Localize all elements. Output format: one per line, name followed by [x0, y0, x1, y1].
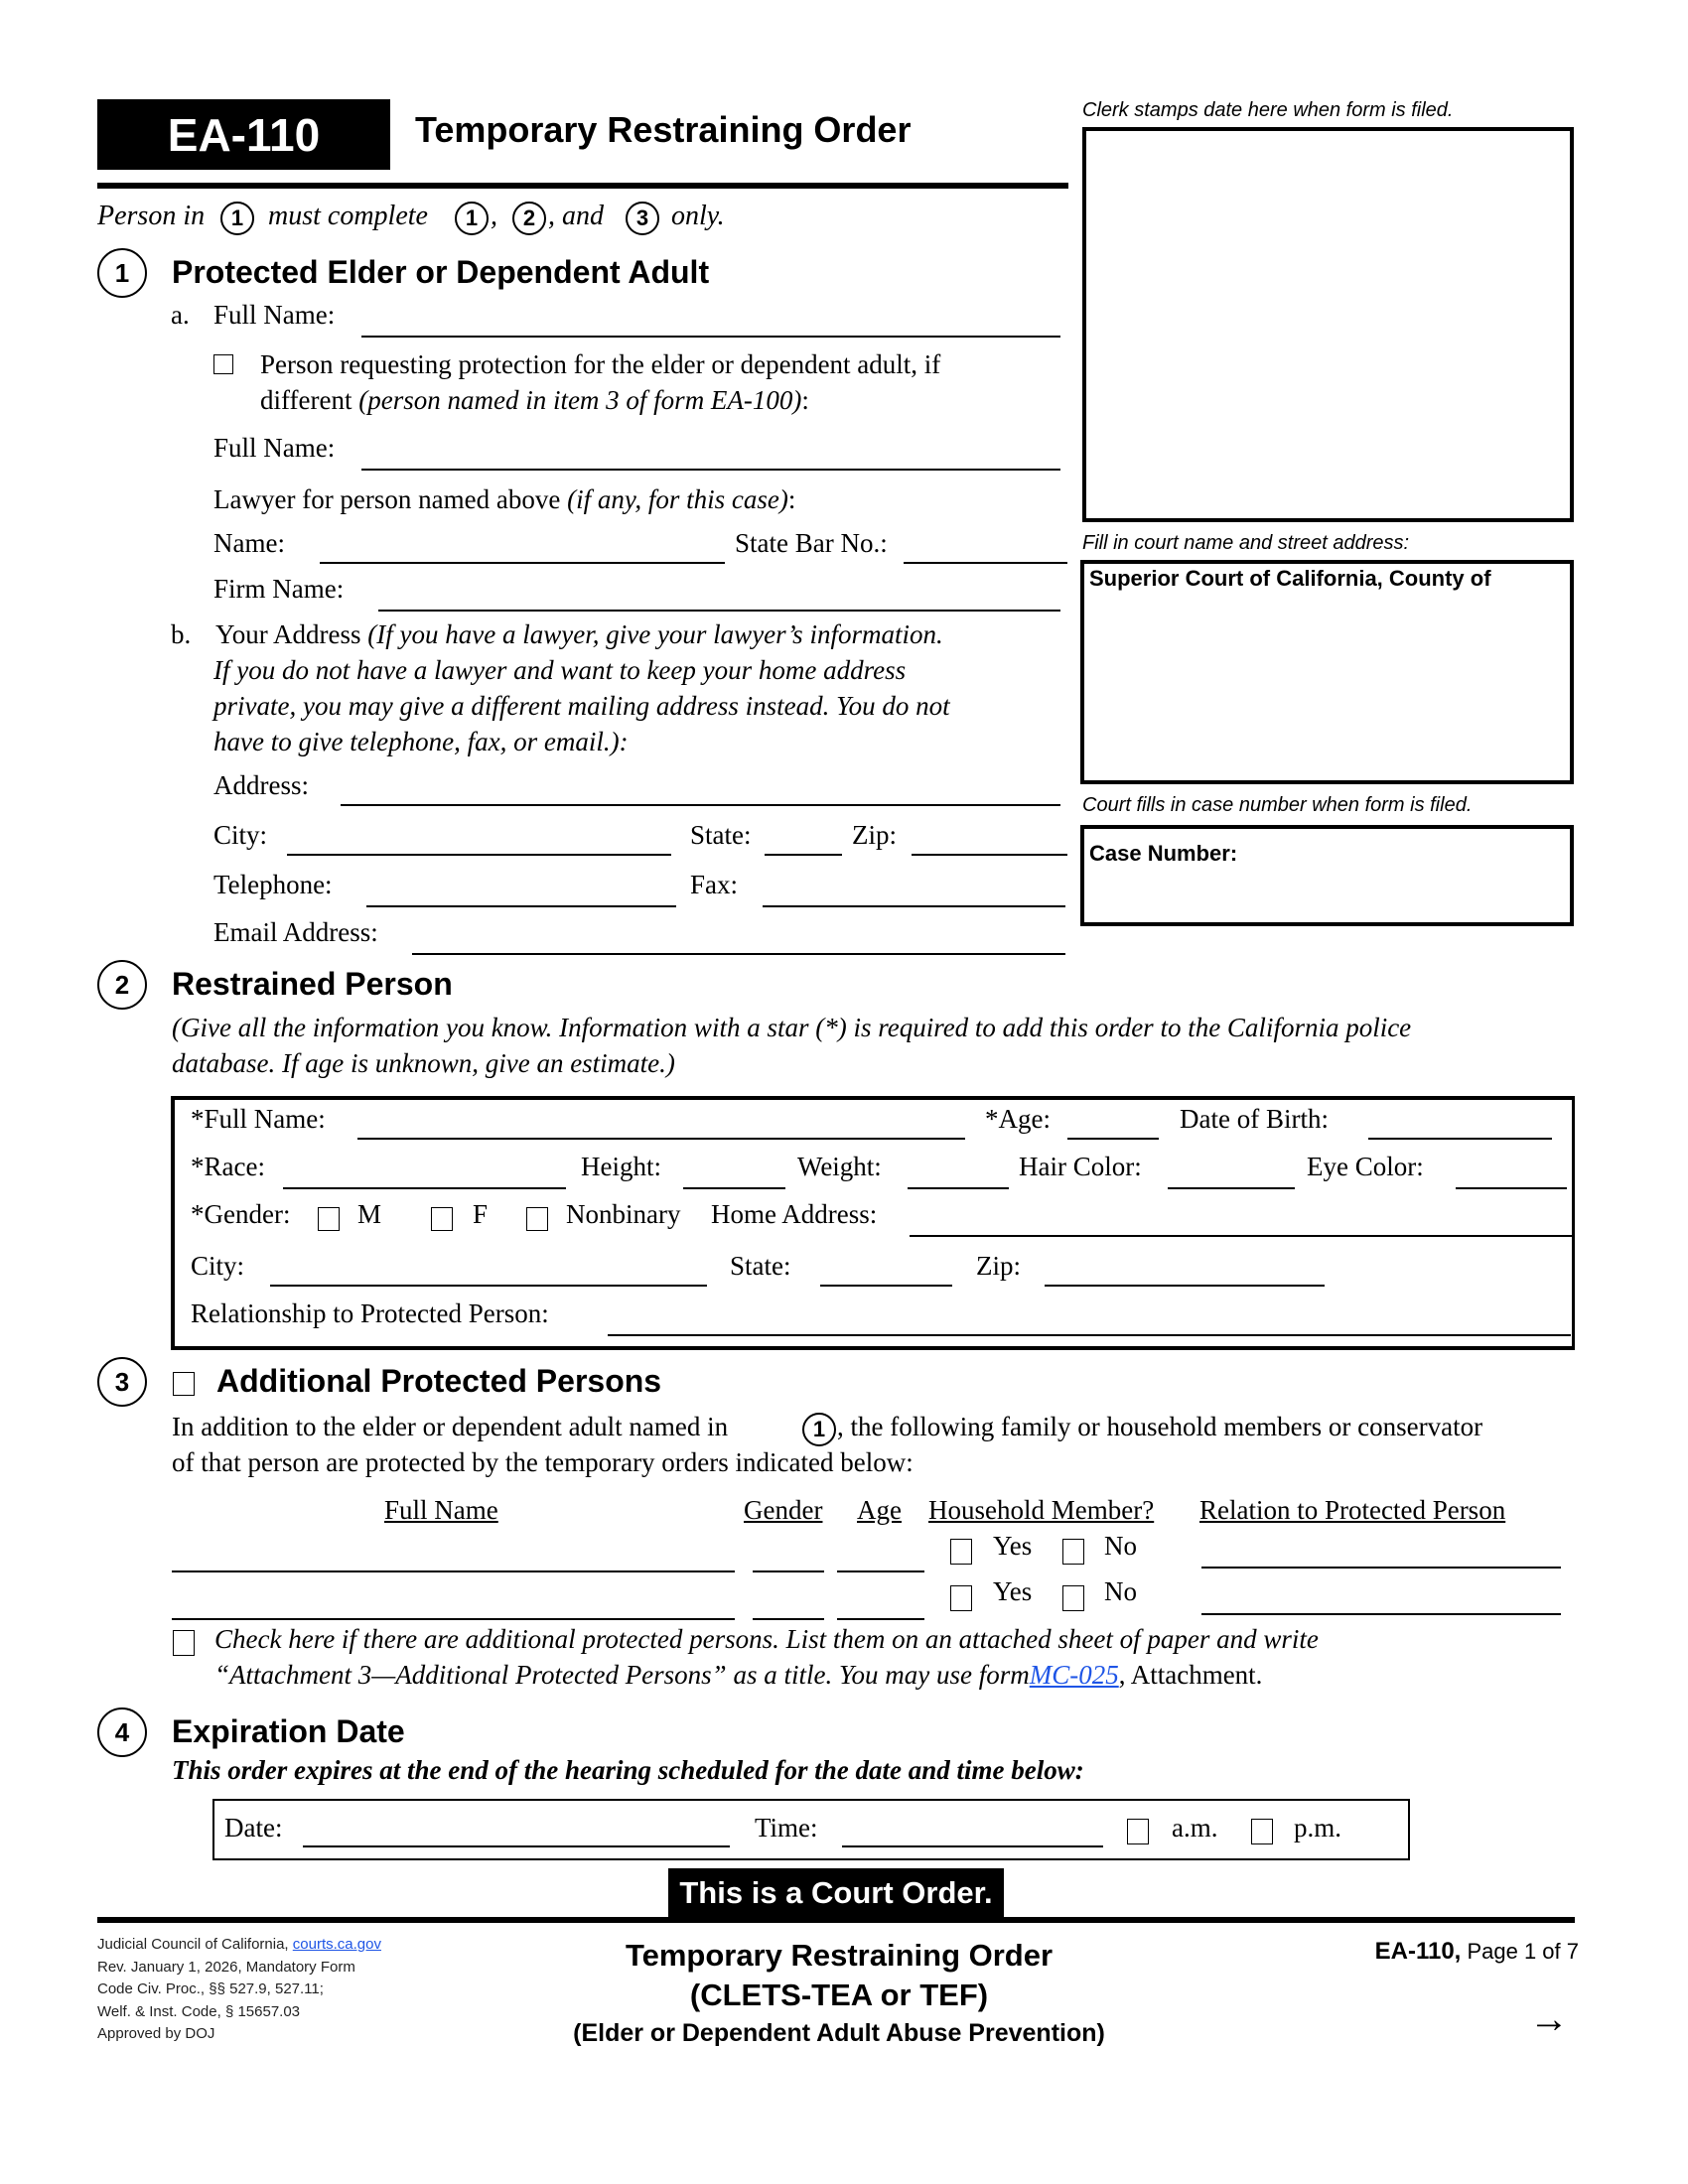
page-title: Temporary Restraining Order	[415, 109, 912, 150]
courts-link[interactable]: courts.ca.gov	[292, 1936, 381, 1953]
rp-race-label: *Race:	[191, 1152, 265, 1181]
section-2-title: Restrained Person	[172, 966, 453, 1002]
attachment-text-2: “Attachment 3—Additional Protected Persons” as a title. You may use formMC-025, Attachment.	[214, 1660, 1263, 1690]
item-a-letter: a.	[171, 300, 190, 330]
city-label: City:	[213, 820, 268, 850]
section-1-title: Protected Elder or Dependent Adult	[172, 254, 710, 290]
requester-full-name-field[interactable]	[361, 469, 1060, 471]
address-intro: Your Address (If you have a lawyer, give your lawyer’s information.	[215, 619, 943, 649]
gender-nonbinary-label: Nonbinary	[566, 1199, 681, 1229]
col-header-gender: Gender	[744, 1495, 823, 1525]
date-label: Date:	[224, 1813, 283, 1843]
court-order-banner: This is a Court Order.	[668, 1868, 1004, 1918]
email-field[interactable]	[412, 953, 1065, 955]
time-field[interactable]	[842, 1845, 1103, 1847]
rp-dob-label: Date of Birth:	[1180, 1104, 1329, 1134]
rp-age-label: *Age:	[985, 1104, 1051, 1134]
section-3-intro-1b: , the following family or household members or conservator	[837, 1412, 1483, 1441]
rp-city-label: City:	[191, 1251, 245, 1281]
rp-relationship-label: Relationship to Protected Person:	[191, 1298, 549, 1328]
row-1-no-label: No	[1104, 1531, 1137, 1561]
pm-checkbox[interactable]	[1251, 1819, 1273, 1844]
zip-label: Zip:	[852, 820, 897, 850]
gender-nonbinary-checkbox[interactable]	[526, 1207, 548, 1231]
state-bar-label: State Bar No.:	[735, 528, 888, 558]
instructions-and: , and	[548, 201, 604, 231]
rp-eye-field[interactable]	[1456, 1187, 1567, 1189]
address-note-2: If you do not have a lawyer and want to keep your home address	[213, 655, 907, 685]
rp-height-label: Height:	[581, 1152, 661, 1181]
col-header-relation: Relation to Protected Person	[1199, 1495, 1506, 1525]
rp-eye-label: Eye Color:	[1307, 1152, 1424, 1181]
am-label: a.m.	[1172, 1813, 1218, 1843]
requester-full-name-label: Full Name:	[213, 433, 336, 463]
row-1-full-name-field[interactable]	[172, 1570, 735, 1572]
section-3-intro-2: of that person are protected by the temporary orders indicated below:	[172, 1447, 914, 1477]
time-label: Time:	[755, 1813, 818, 1843]
gender-m-label: M	[357, 1199, 382, 1229]
lawyer-name-label: Name:	[213, 528, 285, 558]
address-note-4: have to give telephone, fax, or email.):	[213, 727, 629, 756]
rp-age-field[interactable]	[1067, 1138, 1159, 1140]
rp-zip-label: Zip:	[976, 1251, 1021, 1281]
instructions-mid: must complete	[268, 201, 428, 231]
row-2-full-name-field[interactable]	[172, 1618, 735, 1620]
gender-f-label: F	[473, 1199, 489, 1229]
attachment-text-1: Check here if there are additional protected persons. List them on an attached sheet of paper and write	[214, 1624, 1319, 1654]
state-label: State:	[690, 820, 752, 850]
court-name-label: Fill in court name and street address:	[1082, 532, 1410, 554]
next-page-arrow-icon[interactable]: →	[1529, 1997, 1569, 2041]
section-4-title: Expiration Date	[172, 1713, 405, 1749]
city-field[interactable]	[287, 854, 671, 856]
court-name-box[interactable]	[1080, 560, 1574, 784]
instructions: Person in	[97, 201, 206, 231]
row-2-household-yes-checkbox[interactable]	[950, 1585, 972, 1611]
section-number-icon: 4	[97, 1707, 147, 1757]
comma: ,	[491, 201, 497, 231]
rp-hair-label: Hair Color:	[1019, 1152, 1142, 1181]
section-4-subtitle: This order expires at the end of the hearing scheduled for the date and time below:	[172, 1755, 1084, 1785]
footer-page-info: EA-110, Page 1 of 7	[1374, 1938, 1579, 1965]
mc-025-link[interactable]: MC-025	[1029, 1660, 1119, 1690]
row-2-gender-field[interactable]	[753, 1618, 824, 1620]
am-checkbox[interactable]	[1127, 1819, 1149, 1844]
date-field[interactable]	[303, 1845, 730, 1847]
footer-rule	[97, 1917, 1575, 1923]
row-1-age-field[interactable]	[837, 1570, 924, 1572]
lawyer-intro: Lawyer for person named above (if any, for this case):	[213, 484, 796, 514]
section-number-icon: 2	[97, 960, 147, 1010]
gender-m-checkbox[interactable]	[318, 1207, 340, 1231]
row-1-gender-field[interactable]	[753, 1570, 824, 1572]
rp-relationship-field[interactable]	[608, 1334, 1571, 1336]
rp-hair-field[interactable]	[1168, 1187, 1295, 1189]
additional-protected-checkbox[interactable]	[173, 1372, 195, 1396]
state-field[interactable]	[765, 854, 842, 856]
attachment-checkbox[interactable]	[173, 1630, 195, 1656]
section-number-icon: 3	[97, 1357, 147, 1407]
rp-home-address-label: Home Address:	[711, 1199, 878, 1229]
instructions-suffix: only.	[671, 201, 725, 231]
rp-weight-field[interactable]	[908, 1187, 1009, 1189]
footer-left: Judicial Council of California, courts.ca.gov Rev. January 1, 2026, Mandatory Form Code Civ. Proc., §§ 527.9, 527.11; Welf. & Inst. Code, § 15657.03 Approved by DOJ	[97, 1936, 381, 2042]
row-2-age-field[interactable]	[837, 1618, 924, 1620]
rp-dob-field[interactable]	[1368, 1138, 1552, 1140]
rp-weight-label: Weight:	[797, 1152, 882, 1181]
state-bar-field[interactable]	[904, 562, 1067, 564]
header-rule	[97, 183, 1068, 189]
clerk-stamp-label: Clerk stamps date here when form is filed.	[1082, 99, 1454, 121]
section-2-note-1: (Give all the information you know. Information with a star (*) is required to add this order to the California police	[172, 1013, 1412, 1042]
address-label: Address:	[213, 770, 309, 800]
rp-city-field[interactable]	[270, 1285, 707, 1287]
clerk-stamp-box	[1082, 127, 1574, 522]
firm-name-field[interactable]	[378, 610, 1060, 612]
email-label: Email Address:	[213, 917, 378, 947]
circle-number-icon: 1	[802, 1413, 836, 1446]
row-2-no-label: No	[1104, 1576, 1137, 1606]
rp-race-field[interactable]	[283, 1187, 566, 1189]
circle-number-icon: 1	[220, 202, 254, 235]
section-3-intro-1a: In addition to the elder or dependent adult named in	[172, 1412, 729, 1441]
col-header-full-name: Full Name	[384, 1495, 498, 1525]
row-2-household-no-checkbox[interactable]	[1062, 1585, 1084, 1611]
section-number-icon: 1	[97, 248, 147, 298]
footer-title: Temporary Restraining Order (CLETS-TEA or TEF) (Elder or Dependent Adult Abuse Prevention)	[573, 1938, 1105, 2047]
rp-height-field[interactable]	[683, 1187, 785, 1189]
rp-zip-field[interactable]	[1045, 1285, 1325, 1287]
address-note-3: private, you may give a different mailing address instead. You do not	[213, 691, 950, 721]
address-field[interactable]	[341, 804, 1060, 806]
fax-label: Fax:	[690, 870, 739, 899]
rp-gender-label: *Gender:	[191, 1199, 291, 1229]
full-name-label: Full Name:	[213, 300, 336, 330]
col-header-household: Household Member?	[928, 1495, 1155, 1525]
rp-home-address-field[interactable]	[910, 1235, 1573, 1237]
case-number-hint: Court fills in case number when form is filed.	[1082, 794, 1473, 816]
row-1-household-no-checkbox[interactable]	[1062, 1539, 1084, 1565]
row-1-yes-label: Yes	[993, 1531, 1033, 1561]
row-1-relation-field[interactable]	[1201, 1567, 1561, 1569]
zip-field[interactable]	[912, 854, 1067, 856]
case-number-box[interactable]	[1080, 825, 1574, 926]
rp-full-name-field[interactable]	[357, 1138, 965, 1140]
circle-number-icon: 1	[455, 202, 489, 235]
circle-number-icon: 3	[626, 202, 659, 235]
court-name: Superior Court of California, County of	[1089, 566, 1491, 591]
rp-state-label: State:	[730, 1251, 791, 1281]
requester-checkbox-text: Person requesting protection for the elder or dependent adult, if	[260, 349, 941, 379]
row-2-relation-field[interactable]	[1201, 1613, 1561, 1615]
section-2-note-2: database. If age is unknown, give an estimate.)	[172, 1048, 675, 1078]
rp-full-name-label: *Full Name:	[191, 1104, 326, 1134]
form-id: EA-110	[167, 108, 321, 161]
case-number-label: Case Number:	[1089, 841, 1238, 866]
row-1-household-yes-checkbox[interactable]	[950, 1539, 972, 1565]
rp-state-field[interactable]	[820, 1285, 952, 1287]
form-id-badge	[97, 99, 390, 170]
requester-checkbox[interactable]	[213, 354, 233, 374]
lawyer-name-field[interactable]	[320, 562, 725, 564]
requester-checkbox-text-2: different (person named in item 3 of form EA-100):	[260, 385, 809, 415]
fax-field[interactable]	[763, 905, 1065, 907]
telephone-label: Telephone:	[213, 870, 333, 899]
full-name-field[interactable]	[361, 336, 1060, 338]
col-header-age: Age	[857, 1495, 902, 1525]
firm-name-label: Firm Name:	[213, 574, 345, 604]
section-3-title: Additional Protected Persons	[216, 1363, 662, 1399]
item-b-letter: b.	[171, 619, 192, 649]
pm-label: p.m.	[1294, 1813, 1342, 1843]
circle-number-icon: 2	[512, 202, 546, 235]
row-2-yes-label: Yes	[993, 1576, 1033, 1606]
telephone-field[interactable]	[366, 905, 676, 907]
gender-f-checkbox[interactable]	[431, 1207, 453, 1231]
